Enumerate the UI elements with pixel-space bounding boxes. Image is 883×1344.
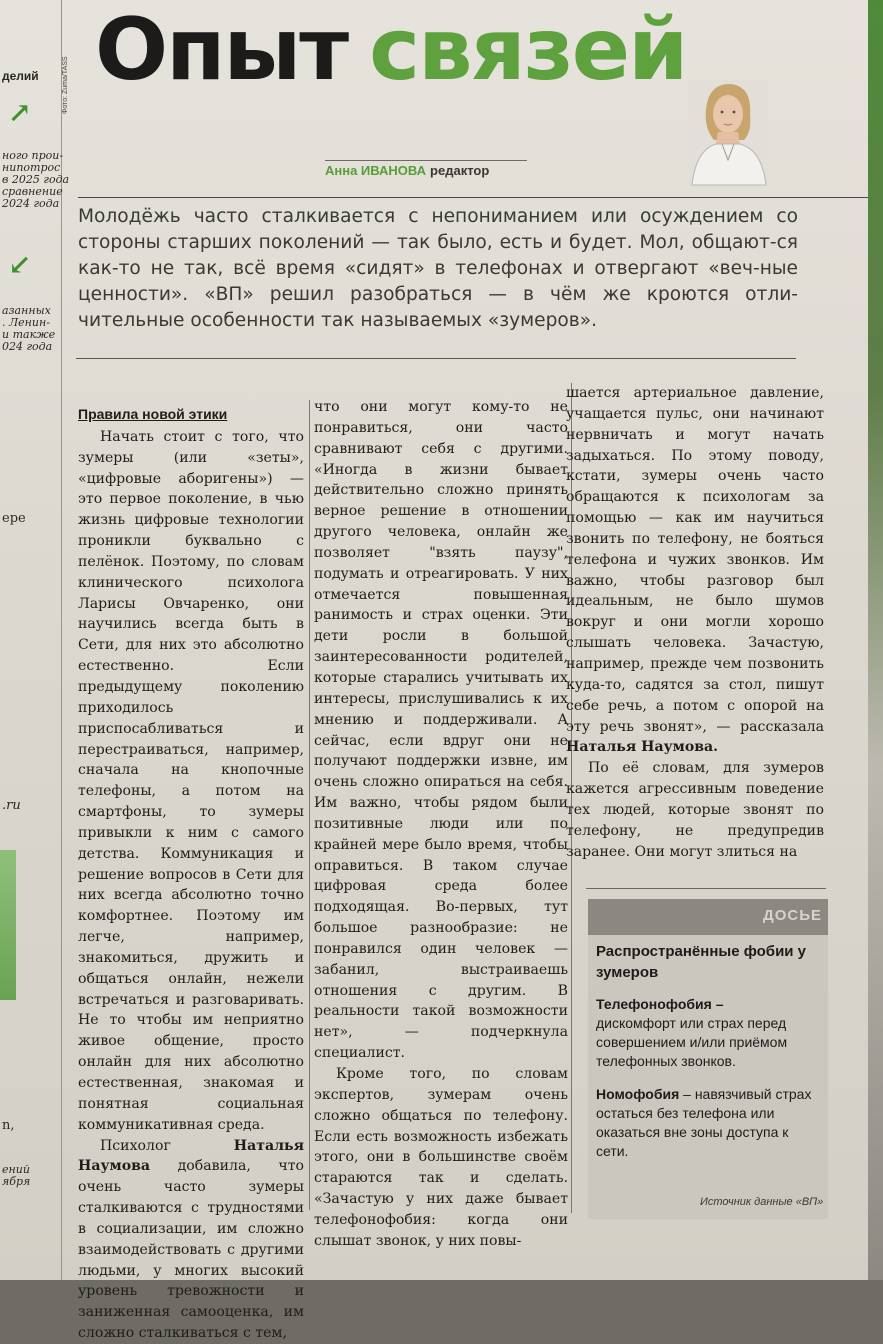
fragment-text: азанных . Ленин- и также 024 года: [2, 304, 56, 353]
article-column-3: [566, 383, 824, 862]
paragraph: По её словам, для зумеров кажется агрессивным поведение тех людей, которые звонят по телефону, не предупредив заранее. Они могут злиться на: [566, 760, 824, 860]
lead-bottom-rule: [76, 358, 796, 359]
fragment-text: .ru: [2, 798, 21, 813]
paragraph: Начать стоит с того, что зумеры (или «зеты», «цифровые аборигены») — это первое поколение, в чью жизнь цифровые технологии проникли буквально с пелёнок. Поэтому, по словам клинического психолога Ларисы Овчаренко, они научились всегда быть в Сети, для них это абсолютно естественно. Если предыдущему поколению приходилось приспосабливаться и перестраиваться, например, сначала на кнопочные телефоны, а потом на смартфоны, то зумеры привыкли к ним с самого детства. Коммуникация и решение вопросов в Сети для них всегда абсолютно точно комфортнее. Поэтому им легче, например, знакомиться, дружить и общаться онлайн, нежели встречаться и разговаривать. Не то чтобы им неприятно живое общение, просто онлайн для них абсолютно естественная, знакомая и понятная социальная коммуникативная среда.: [78, 428, 304, 1133]
headline-word-dark: Опыт: [95, 0, 348, 100]
photo-credit: Фото: Zuma/TASS: [62, 56, 69, 114]
person-name: Наталья Наумова: [78, 1137, 304, 1175]
lead-top-rule: [78, 197, 868, 198]
background-edge: [868, 0, 883, 1280]
dossier-top-rule: [586, 888, 826, 889]
fragment-text: ного прои- нипотрос в 2025 года сравнение 2024 года: [2, 149, 70, 210]
paragraph: что они могут кому-то не понравиться, они часто сравнивают себя с другими. «Иногда в жизни бывает действительно сложно принять верное решение в отношении другого человека, онлайн же позволяет "взять паузу", подумать и отреагировать. У них отмечается повышенная ранимость и страх оценки. Эти дети росли в большой заинтересованности родителей, которые старались учитывать их интересы, прислушивались к их мнению и поддерживали. А сейчас, если вдруг они не получают поддержки извне, им очень сложно опираться на себя. Им важно, чтобы рядом были позитивные люди или по крайней мере было время, чтобы оправиться. В таком случае цифровая среда более подходящая. Во-первых, тут большое разнообразие: не понравился один человек — забанил, выстраиваешь отношения с другим. В реальности такой возможности нет», — подчеркнула специалист.: [314, 399, 568, 1062]
definition: дискомфорт или страх перед совершением и/или приёмом телефонных звонков.: [596, 1015, 788, 1069]
green-graphic-fragment: [0, 850, 16, 1000]
arrow-up-icon: ↗: [8, 96, 32, 129]
source-note: Источник данные «ВП»: [700, 1196, 824, 1208]
person-name: Наталья Наумова.: [566, 739, 719, 756]
author-divider: [325, 160, 527, 161]
dossier-title: Распространённые фобии у зумеров: [596, 943, 807, 981]
headline-word-green: связей: [369, 0, 687, 100]
dossier-box: [588, 899, 828, 1219]
article-column-2: [314, 397, 568, 1252]
term: Телефонофобия –: [596, 996, 724, 1012]
text-run: добавила, что очень часто зумеры сталкиваются с трудностями в социализации, им сложно взаимодействовать с другими людьми, у многих высокий уровень тревожности и заниженная самооценка, им сложно сталкиваться с тем,: [78, 1158, 304, 1342]
section-subhead: Правила новой этики: [78, 406, 228, 422]
author-name: Анна ИВАНОВА: [325, 163, 427, 178]
text-run: Психолог: [100, 1137, 234, 1154]
dossier-body: [596, 941, 822, 1175]
article-column-1: [78, 404, 304, 1344]
term: Номофобия: [596, 1086, 680, 1102]
lead-paragraph: Молодёжь часто сталкивается с непониманием или осуждением со стороны старших поколений — так было, есть и будет. Мол, общают-ся как-то не так, всё время «сидят» в телефонах и отвергают «веч-ные ценности». «ВП» решил разобраться — в чём же кроются отли-чительные особенности так называемых «зумеров».: [78, 206, 798, 331]
author-role: редактор: [430, 163, 490, 178]
dossier-item: [596, 995, 822, 1071]
arrow-down-icon: ↙: [8, 248, 32, 281]
dossier-item: [596, 1085, 822, 1161]
author-byline: [325, 163, 489, 178]
author-portrait: [688, 80, 768, 185]
fragment-text: делий: [2, 69, 39, 83]
dossier-label: ДОСЬЕ: [763, 907, 822, 924]
column-divider: [309, 400, 310, 1210]
dossier-header-bar: [588, 899, 828, 935]
paragraph: [78, 1136, 304, 1344]
fragment-text: ений ября: [2, 1163, 31, 1188]
headline: [95, 0, 686, 110]
definition: – навязчивый страх остаться без телефона или оказаться вне зоны доступа к сети.: [596, 1086, 812, 1159]
text-run: шается артериальное давление, учащается пульс, они начинают нервничать и могут начать задыхаться. По этому поводу, кстати, зумеры очень часто обращаются к психологам за помощью — как им научиться звонить по телефону, не бояться телефона и чужих звонков. Им важно, чтобы разговор был идеальным, не было шумов вокруг и они могли хорошо слышать человека. Зачастую, например, прежде чем позвонить куда-то, садятся за стол, пишут себе речь, а потом с опорой на эту речь звонят», — рассказала: [566, 385, 824, 735]
paragraph: [566, 383, 824, 758]
paragraph: Кроме того, по словам экспертов, зумерам очень сложно общаться по телефону. Если есть возможность избежать этого, они в большинстве своём стараются так и сделать. «Зачастую у них даже бывает телефонофобия: когда они слышат звонок, у них повы-: [314, 1066, 568, 1249]
fragment-text: n,: [2, 1118, 15, 1133]
fragment-text: ере: [2, 511, 26, 526]
